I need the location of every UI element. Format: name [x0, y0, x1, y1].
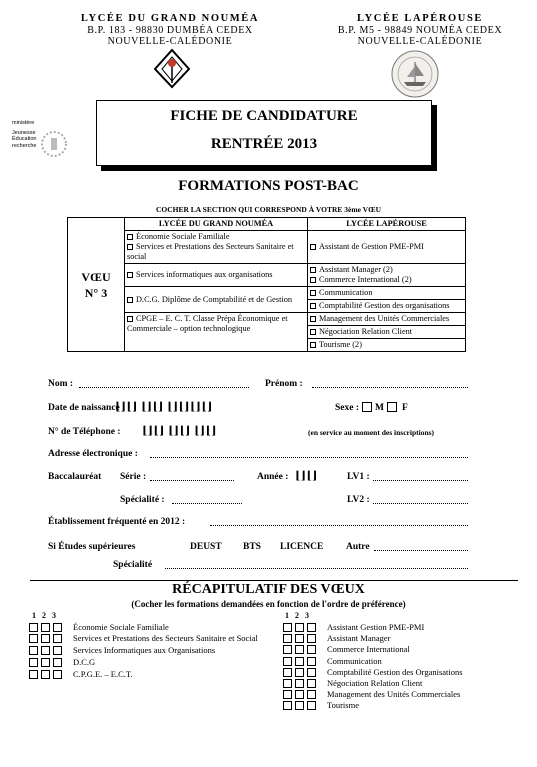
- recap-left-item: [29, 645, 264, 655]
- school-right-name: LYCÉE LAPÉROUSE: [356, 13, 484, 24]
- checkbox[interactable]: [310, 244, 316, 250]
- deust-option[interactable]: DEUST: [190, 542, 222, 552]
- checkbox[interactable]: [283, 645, 292, 654]
- recap-right-item: [283, 667, 518, 677]
- option-label: Communication: [319, 288, 373, 297]
- option-label: Services et Prestations des Secteurs Sanitaire et social: [127, 242, 294, 261]
- option-right-5-cell[interactable]: [308, 300, 466, 313]
- bac-label: Baccalauréat: [48, 472, 102, 482]
- option-label: Services informatiques aux organisations: [136, 270, 273, 279]
- annee-label: Année :: [257, 472, 289, 482]
- recap-right-nums: 1 2 3: [285, 611, 309, 620]
- etab-field[interactable]: [210, 525, 468, 526]
- checkbox[interactable]: [283, 657, 292, 666]
- checkbox[interactable]: [127, 297, 133, 303]
- checkbox[interactable]: [310, 329, 316, 335]
- recap-label: Économie Sociale Familiale: [73, 622, 169, 632]
- checkbox[interactable]: [41, 634, 50, 643]
- specialite-label: Spécialité :: [120, 495, 165, 505]
- checkbox[interactable]: [283, 668, 292, 677]
- checkbox[interactable]: [127, 244, 133, 250]
- recap-left-item: [29, 633, 264, 643]
- email-field[interactable]: [150, 457, 468, 458]
- header-left: [70, 13, 270, 48]
- checkbox[interactable]: [29, 646, 38, 655]
- checkbox[interactable]: [307, 634, 316, 643]
- recap-left-item: [29, 622, 264, 632]
- checkbox[interactable]: [283, 690, 292, 699]
- checkbox[interactable]: [307, 623, 316, 632]
- lv1-label: LV1 :: [347, 472, 370, 482]
- checkbox[interactable]: [283, 679, 292, 688]
- checkbox[interactable]: [295, 623, 304, 632]
- option-right-6-cell[interactable]: [308, 313, 466, 326]
- ministry-line4: recherche: [12, 142, 37, 149]
- checkbox[interactable]: [53, 634, 62, 643]
- recap-right-list: [283, 622, 518, 711]
- option-label: Assistant Manager (2): [319, 265, 393, 274]
- recap-right-item: [283, 689, 518, 699]
- recap-label: Assistant Manager: [327, 633, 391, 644]
- naissance-label: Date de naissance :: [48, 403, 126, 413]
- birthdate-field[interactable]: ⌊⌋⌊⌋ ⌊⌋⌊⌋ ⌊⌋⌊⌋⌊⌋⌊⌋: [115, 401, 213, 413]
- checkbox[interactable]: [295, 701, 304, 710]
- specialite-field[interactable]: [172, 503, 242, 504]
- option-label: Assistant de Gestion PME-PMI: [319, 242, 424, 251]
- recap-label: Services Informatiques aux Organisations: [73, 645, 216, 655]
- checkbox[interactable]: [295, 634, 304, 643]
- tel-label: N° de Téléphone :: [48, 427, 121, 437]
- recap-title: RÉCAPITULATIF DES VŒUX: [172, 582, 365, 597]
- nom-label: Nom :: [48, 379, 74, 389]
- checkbox[interactable]: [41, 670, 50, 679]
- checkbox[interactable]: [29, 623, 38, 632]
- checkbox[interactable]: [310, 277, 316, 283]
- checkbox[interactable]: [53, 646, 62, 655]
- option-left-4-cell[interactable]: [125, 287, 308, 313]
- lv2-label: LV2 :: [347, 495, 370, 505]
- etudes-label: Si Études supérieures: [48, 542, 136, 552]
- voeu-label: VŒU: [81, 269, 111, 284]
- option-label: Économie Sociale Familiale: [136, 232, 230, 241]
- email-label: Adresse électronique :: [48, 449, 138, 459]
- option-right-2-cell[interactable]: [308, 264, 466, 287]
- option-right-8-cell[interactable]: [308, 339, 466, 352]
- title-line2: RENTRÉE 2013: [210, 136, 318, 152]
- recap-label: Communication: [327, 655, 382, 666]
- checkbox[interactable]: [307, 645, 316, 654]
- checkbox[interactable]: [295, 645, 304, 654]
- instruction: COCHER LA SECTION QUI CORRESPOND À VOTRE 3ème VŒU: [155, 205, 381, 214]
- option-label: Management des Unités Commerciales: [319, 314, 450, 323]
- prenom-field[interactable]: [312, 387, 468, 388]
- school-left-name: LYCÉE DU GRAND NOUMÉA: [80, 13, 260, 24]
- recap-label: Tourisme: [327, 700, 359, 711]
- tel-note: (en service au moment des inscriptions): [308, 428, 435, 437]
- school-left-region: NOUVELLE-CALÉDONIE: [107, 36, 233, 47]
- recap-left-nums: 1 2 3: [32, 611, 56, 620]
- prenom-label: Prénom :: [265, 379, 303, 389]
- checkbox[interactable]: [307, 701, 316, 710]
- school-right-region: NOUVELLE-CALÉDONIE: [357, 36, 483, 47]
- lycee-laperouse-seal: [390, 48, 440, 100]
- autre-option[interactable]: Autre: [346, 542, 370, 552]
- options-table: [67, 217, 466, 352]
- recap-left-item: [29, 657, 264, 667]
- option-left-3-cell[interactable]: [125, 264, 308, 287]
- checkbox[interactable]: [283, 701, 292, 710]
- option-right-7-cell[interactable]: [308, 326, 466, 339]
- annee-field[interactable]: ⌊⌋⌊⌋: [295, 470, 318, 482]
- option-right-4-cell[interactable]: [308, 287, 466, 300]
- recap-label: Négociation Relation Client: [327, 678, 423, 689]
- col-header-left: LYCÉE DU GRAND NOUMÉA: [125, 218, 308, 231]
- checkbox[interactable]: [29, 658, 38, 667]
- checkbox[interactable]: [29, 670, 38, 679]
- recap-label: Assistant Gestion PME-PMI: [327, 622, 425, 632]
- recap-left-list: [29, 622, 264, 679]
- option-label: Comptabilité Gestion des organisations: [319, 301, 450, 310]
- serie-label: Série :: [120, 472, 147, 482]
- lycee-grand-noumea-logo: [152, 47, 192, 91]
- voeu-number: N° 3: [84, 285, 108, 300]
- recap-divider: [30, 580, 518, 581]
- checkbox[interactable]: [127, 272, 133, 278]
- recap-label: Comptabilité Gestion des Organisations: [327, 666, 463, 677]
- option-label: D.C.G. Diplôme de Comptabilité et de Gestion: [136, 294, 293, 304]
- option-label: Commerce International (2): [319, 275, 412, 284]
- ministry-emblem-icon: [40, 128, 68, 160]
- sexe-m-checkbox[interactable]: [362, 402, 372, 412]
- spec2-label: Spécialité: [113, 560, 153, 570]
- ministry-line3: Éducation: [12, 136, 37, 142]
- checkbox[interactable]: [283, 634, 292, 643]
- recap-right-item: [283, 678, 518, 688]
- recap-left-item: [29, 669, 264, 679]
- recap-label: Management des Unités Commerciales: [327, 689, 461, 700]
- checkbox[interactable]: [307, 668, 316, 677]
- ministry-line2: Jeunesse: [12, 129, 36, 136]
- voeu-cell: [68, 218, 125, 352]
- checkbox[interactable]: [53, 658, 62, 667]
- checkbox[interactable]: [307, 679, 316, 688]
- recap-right-item: [283, 656, 518, 666]
- header-right: [325, 13, 515, 48]
- serie-field[interactable]: [150, 480, 234, 481]
- checkbox[interactable]: [295, 679, 304, 688]
- recap-label: D.C.G: [73, 657, 96, 667]
- checkbox[interactable]: [310, 342, 316, 348]
- checkbox[interactable]: [53, 623, 62, 632]
- sexe-f-checkbox[interactable]: [387, 402, 397, 412]
- title-box: [96, 100, 432, 166]
- recap-label: C.P.G.E. – E.C.T.: [73, 669, 133, 679]
- checkbox[interactable]: [127, 316, 133, 322]
- sexe-label: Sexe :: [335, 403, 360, 413]
- checkbox[interactable]: [53, 670, 62, 679]
- checkbox[interactable]: [41, 623, 50, 632]
- ministry-line1: ministère: [12, 120, 35, 126]
- title-line1: FICHE DE CANDIDATURE: [170, 108, 358, 124]
- section-title: FORMATIONS POST-BAC: [178, 178, 359, 194]
- recap-right-item: [283, 644, 518, 654]
- checkbox[interactable]: [310, 290, 316, 296]
- option-left-5-cell[interactable]: [125, 313, 308, 352]
- nom-field[interactable]: [79, 387, 249, 388]
- col-header-right: LYCÉE LAPÉROUSE: [308, 218, 466, 231]
- checkbox[interactable]: [310, 267, 316, 273]
- option-right-1-cell[interactable]: [308, 231, 466, 264]
- recap-right-item: [283, 633, 518, 643]
- recap-subtitle: (Cocher les formations demandées en fonction de l'ordre de préférence): [131, 599, 406, 609]
- phone-field[interactable]: ⌊⌋⌊⌋ ⌊⌋⌊⌋ ⌊⌋⌊⌋: [142, 425, 217, 437]
- autre-field[interactable]: [374, 550, 468, 551]
- checkbox[interactable]: [283, 623, 292, 632]
- checkbox[interactable]: [307, 690, 316, 699]
- school-right-address: B.P. M5 - 98849 NOUMÉA CEDEX: [337, 24, 503, 36]
- checkbox[interactable]: [41, 646, 50, 655]
- lv2-field[interactable]: [373, 503, 468, 504]
- option-left-1-cell[interactable]: [125, 231, 308, 264]
- checkbox[interactable]: [127, 234, 133, 240]
- bts-option[interactable]: BTS: [243, 542, 261, 552]
- school-left-address: B.P. 183 - 98830 DUMBÉA CEDEX: [87, 24, 253, 36]
- checkbox[interactable]: [41, 658, 50, 667]
- checkbox[interactable]: [307, 657, 316, 666]
- option-label: Tourisme (2): [319, 340, 362, 349]
- checkbox[interactable]: [310, 316, 316, 322]
- recap-right-item: [283, 700, 518, 710]
- checkbox[interactable]: [29, 634, 38, 643]
- checkbox[interactable]: [295, 657, 304, 666]
- spec2-field[interactable]: [165, 568, 468, 569]
- licence-option[interactable]: LICENCE: [280, 542, 324, 552]
- sexe-m-label: M: [375, 403, 384, 413]
- option-label: Négociation Relation Client: [319, 327, 413, 336]
- sexe-f-label: F: [402, 403, 408, 413]
- recap-label: Commerce International: [327, 644, 410, 655]
- checkbox[interactable]: [295, 690, 304, 699]
- checkbox[interactable]: [295, 668, 304, 677]
- recap-label: Services et Prestations des Secteurs Sanitaire et Social: [73, 633, 258, 643]
- etab-label: Établissement fréquenté en 2012 :: [48, 517, 186, 527]
- checkbox[interactable]: [310, 303, 316, 309]
- recap-right-item: [283, 622, 518, 632]
- option-label: CPGE – E. C. T. Classe Prépa Économique et Commerciale – option technologique: [127, 314, 288, 333]
- lv1-field[interactable]: [373, 480, 468, 481]
